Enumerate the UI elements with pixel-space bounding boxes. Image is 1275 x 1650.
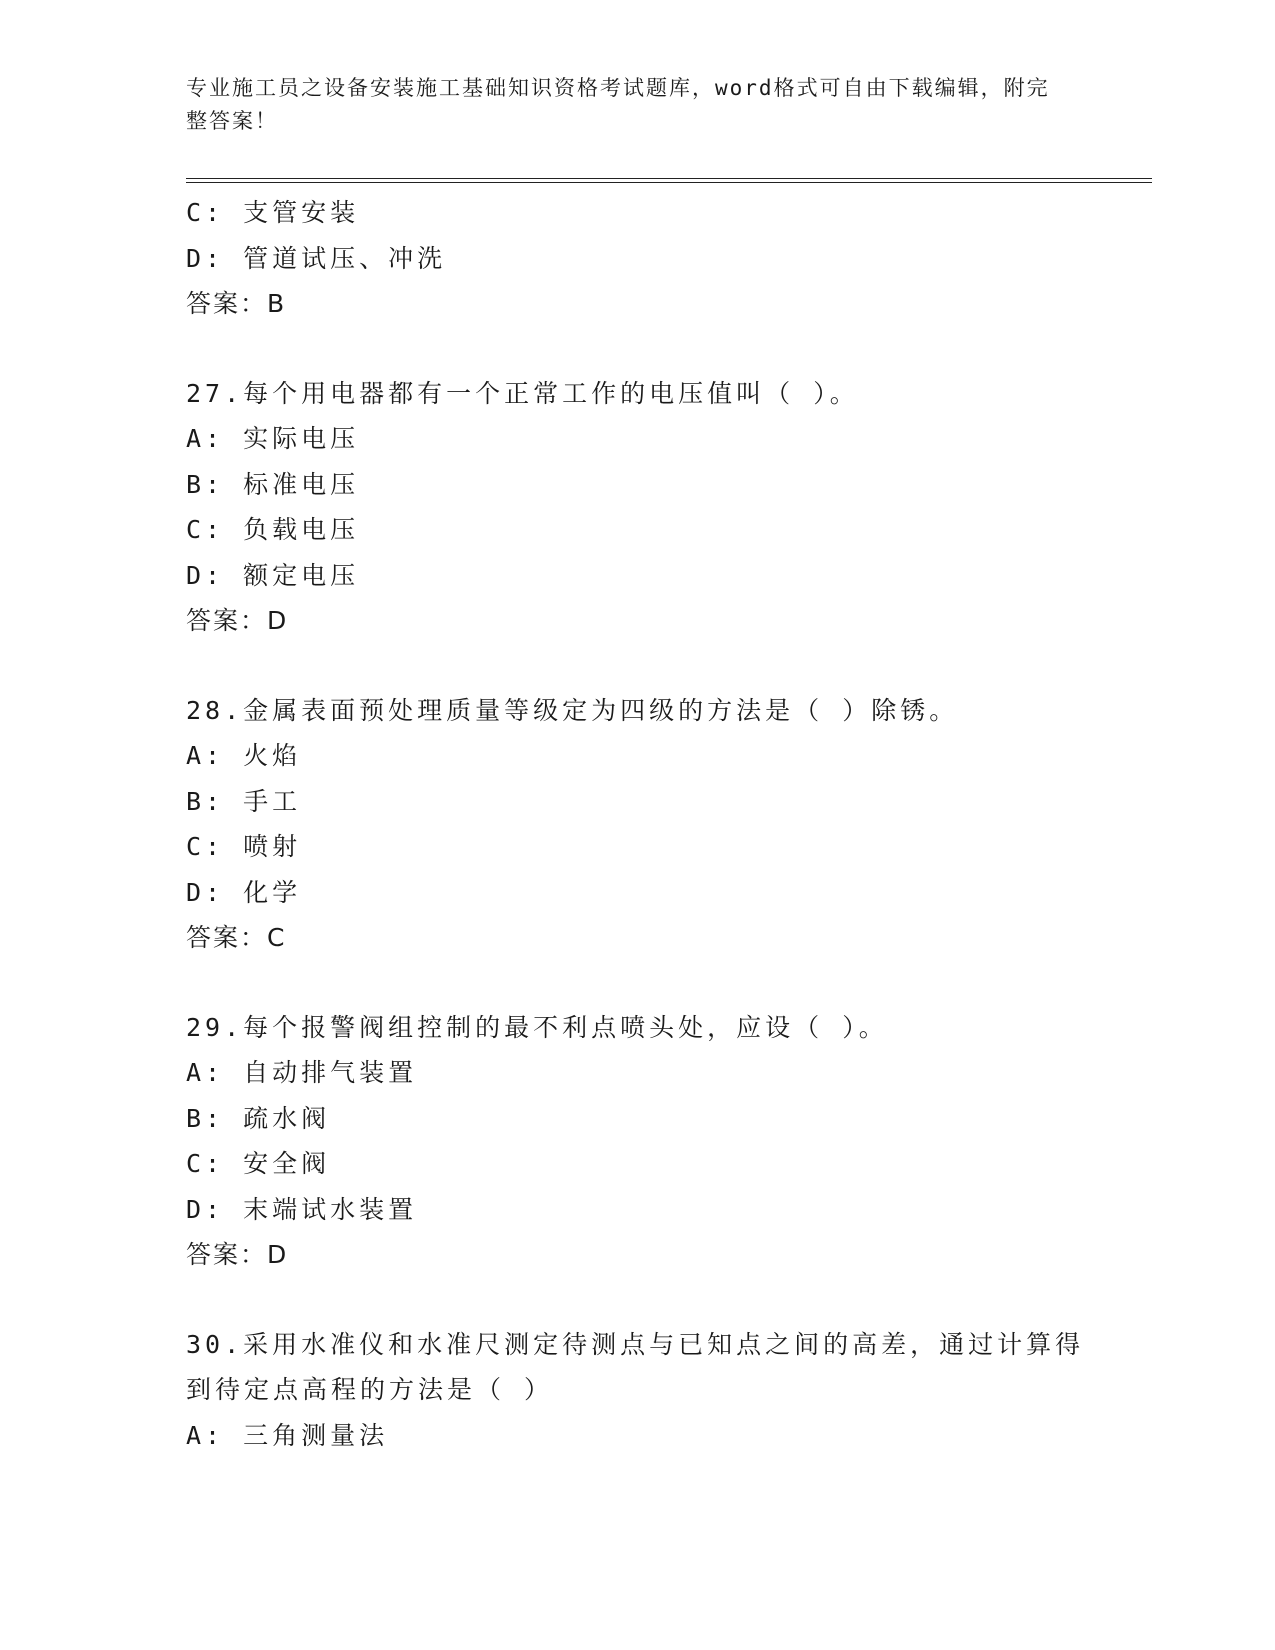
answer-line: 答案：D — [186, 606, 289, 635]
option-c: C: 负载电压 — [186, 515, 360, 544]
option-a: A: 火焰 — [186, 741, 302, 770]
option-c: C: 安全阀 — [186, 1149, 331, 1178]
answer-line: 答案：B — [186, 289, 287, 318]
option-a: A: 自动排气装置 — [186, 1058, 418, 1087]
option-b: B: 手工 — [186, 786, 302, 816]
question-28 — [186, 688, 1152, 961]
option-d: D: 化学 — [186, 877, 302, 907]
answer-line: 答案：D — [186, 1240, 289, 1269]
option-c: C: 喷射 — [186, 832, 302, 861]
question-text: 30.采用水准仪和水准尺测定待测点与已知点之间的高差，通过计算得到待定点高程的方法是（ ） — [186, 1329, 1085, 1404]
question-text: 28.金属表面预处理质量等级定为四级的方法是（ ）除锈。 — [186, 695, 959, 725]
previous-question-tail — [186, 190, 1152, 327]
option-b: B: 标准电压 — [186, 469, 360, 499]
option-b: B: 疏水阀 — [186, 1103, 331, 1133]
question-text: 29.每个报警阀组控制的最不利点喷头处，应设（ ）。 — [186, 1012, 888, 1042]
option-a: A: 实际电压 — [186, 424, 360, 453]
option-a: A: 三角测量法 — [186, 1420, 389, 1450]
answer-line: 答案：C — [186, 923, 287, 952]
question-29 — [186, 1005, 1152, 1278]
option-c: C: 支管安装 — [186, 198, 360, 227]
option-d: D: 额定电压 — [186, 560, 360, 590]
question-content — [186, 190, 1152, 1458]
header-double-rule — [186, 178, 1152, 183]
document-header: 专业施工员之设备安装施工基础知识资格考试题库，word格式可自由下载编辑，附完整答案！ — [186, 76, 1050, 133]
question-30 — [186, 1322, 1152, 1459]
option-d: D: 管道试压、冲洗 — [186, 243, 447, 273]
question-text: 27.每个用电器都有一个正常工作的电压值叫（ ）。 — [186, 378, 859, 408]
option-d: D: 末端试水装置 — [186, 1194, 418, 1224]
question-27 — [186, 371, 1152, 644]
